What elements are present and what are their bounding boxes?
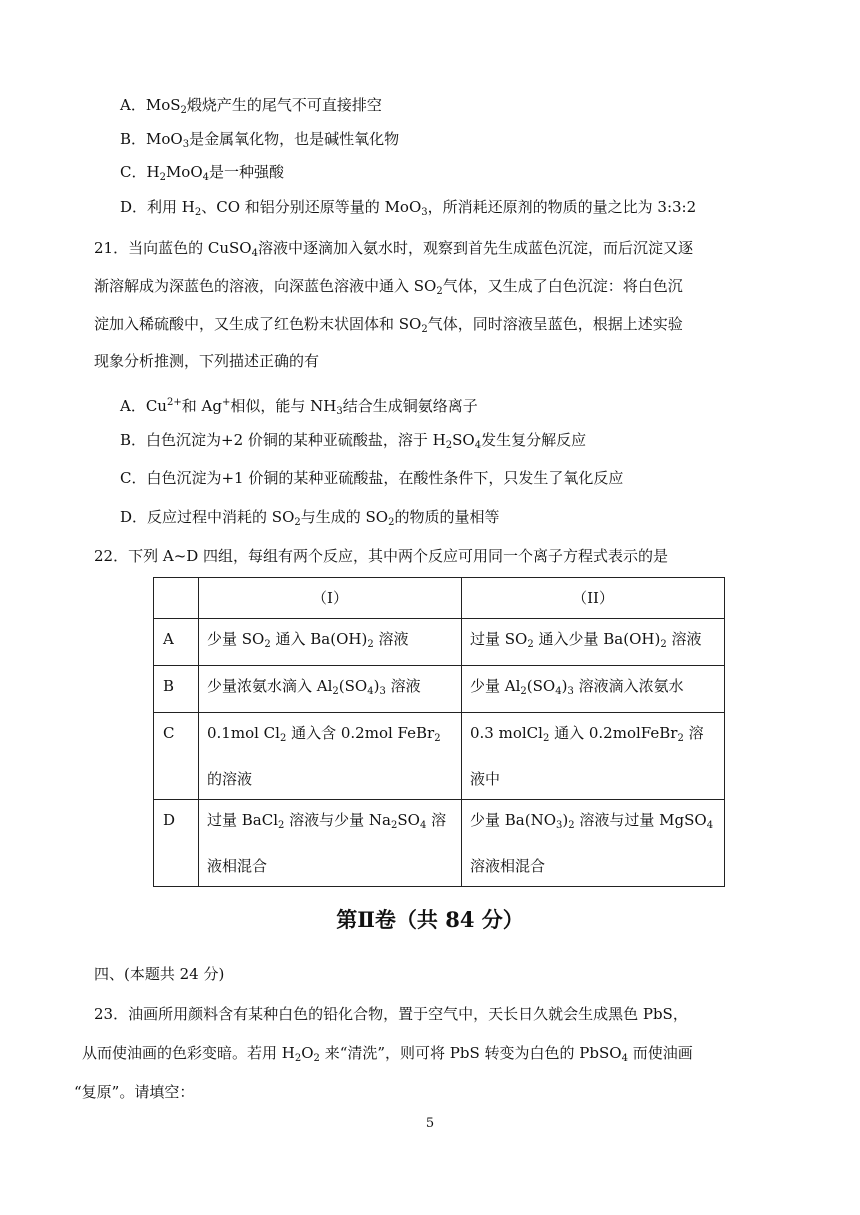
table-row-c	[154, 713, 725, 800]
q21-stem-line-3: 淀加入稀硫酸中，又生成了红色粉末状固体和 $SO_2$气体，同时溶液呈蓝色，根据上述实验	[94, 315, 683, 335]
header-col-2: （II）	[462, 578, 725, 619]
header-col-1: （I）	[199, 578, 462, 619]
section-title: 第Ⅱ卷（共 84 分）	[336, 907, 524, 932]
cell-col-1: 0.1mol $Cl_2$ 通入含 0.2mol FeBr$_2$ 的溶液	[199, 713, 462, 800]
q21-option-b: B．白色沉淀为+2 价铜的某种亚硫酸盐，溶于 $H_2SO_4$发生复分解反应	[120, 431, 587, 451]
q22-stem: 22．下列 A~D 四组，每组有两个反应，其中两个反应可用同一个离子方程式表示的是	[94, 547, 669, 565]
row-label: A	[154, 619, 199, 666]
cell-col-1: 少量 $SO_2$ 通入 $Ba(OH)_2$ 溶液	[199, 619, 462, 666]
q23-line-1: 23．油画所用颜料含有某种白色的铅化合物，置于空气中，天长日久就会生成黑色 PbS，	[94, 1005, 688, 1023]
q21-option-d: D．反应过程中消耗的 $SO_2$与生成的 $SO_2$的物质的量相等	[120, 508, 500, 528]
cell-col-2: 过量 $SO_2$ 通入少量 $Ba(OH)_2$ 溶液	[462, 619, 725, 666]
q20-option-d: D．利用 $H_2$、CO 和铝分别还原等量的 MoO$_3$，所消耗还原剂的物质的量之比为 3:3:2	[120, 198, 697, 218]
part-four-heading: 四、(本题共 24 分)	[94, 965, 225, 983]
q21-stem-line-2: 渐溶解成为深蓝色的溶液，向深蓝色溶液中通入 $SO_2$气体，又生成了白色沉淀：将白色沉	[94, 277, 683, 297]
page-number: 5	[425, 1116, 435, 1131]
cell-col-1: 少量浓氨水滴入 $Al_2(SO_4)_3$ 溶液	[199, 666, 462, 713]
table-header-row	[154, 578, 725, 619]
q20-option-a: A．MoS$_2$煅烧产生的尾气不可直接排空	[120, 96, 382, 116]
table-row-d	[154, 800, 725, 887]
q21-stem-line-4: 现象分析推测，下列描述正确的有	[94, 352, 320, 370]
q20-option-c: C．$H_2MoO_4$是一种强酸	[120, 163, 285, 183]
cell-col-2: 0.3 molCl$_2$ 通入 0.2molFeBr$_2$ 溶液中	[462, 713, 725, 800]
cell-col-1: 过量 BaCl$_2$ 溶液与少量 $Na_2SO_4$ 溶液相混合	[199, 800, 462, 887]
q20-option-b: B．MoO$_3$是金属氧化物，也是碱性氧化物	[120, 130, 400, 150]
row-label: C	[154, 713, 199, 800]
cell-col-2: 少量 $Al_2(SO_4)_3$ 溶液滴入浓氨水	[462, 666, 725, 713]
table-row-b	[154, 666, 725, 713]
cell-col-2: 少量 $Ba(NO_3)_2$ 溶液与过量 MgSO$_4$ 溶液相混合	[462, 800, 725, 887]
header-blank-cell	[154, 578, 199, 619]
row-label: B	[154, 666, 199, 713]
row-label: D	[154, 800, 199, 887]
q21-option-c: C．白色沉淀为+1 价铜的某种亚硫酸盐，在酸性条件下，只发生了氧化反应	[120, 469, 624, 487]
q22-table	[153, 577, 725, 887]
q21-stem-line-1: 21．当向蓝色的 CuSO$_4$溶液中逐滴加入氨水时，观察到首先生成蓝色沉淀，而后沉淀又逐	[94, 239, 693, 259]
table-row-a	[154, 619, 725, 666]
q23-line-2: 从而使油画的色彩变暗。若用 $H_2O_2$ 来“清洗”，则可将 PbS 转变为白色的 PbSO$_4$ 而使油画	[82, 1044, 693, 1064]
q23-line-3: “复原”。请填空：	[74, 1083, 195, 1101]
q21-option-a: A．$Cu^{2+}$和 Ag+相似，能与 $NH_3$结合生成铜氨络离子	[120, 397, 478, 417]
